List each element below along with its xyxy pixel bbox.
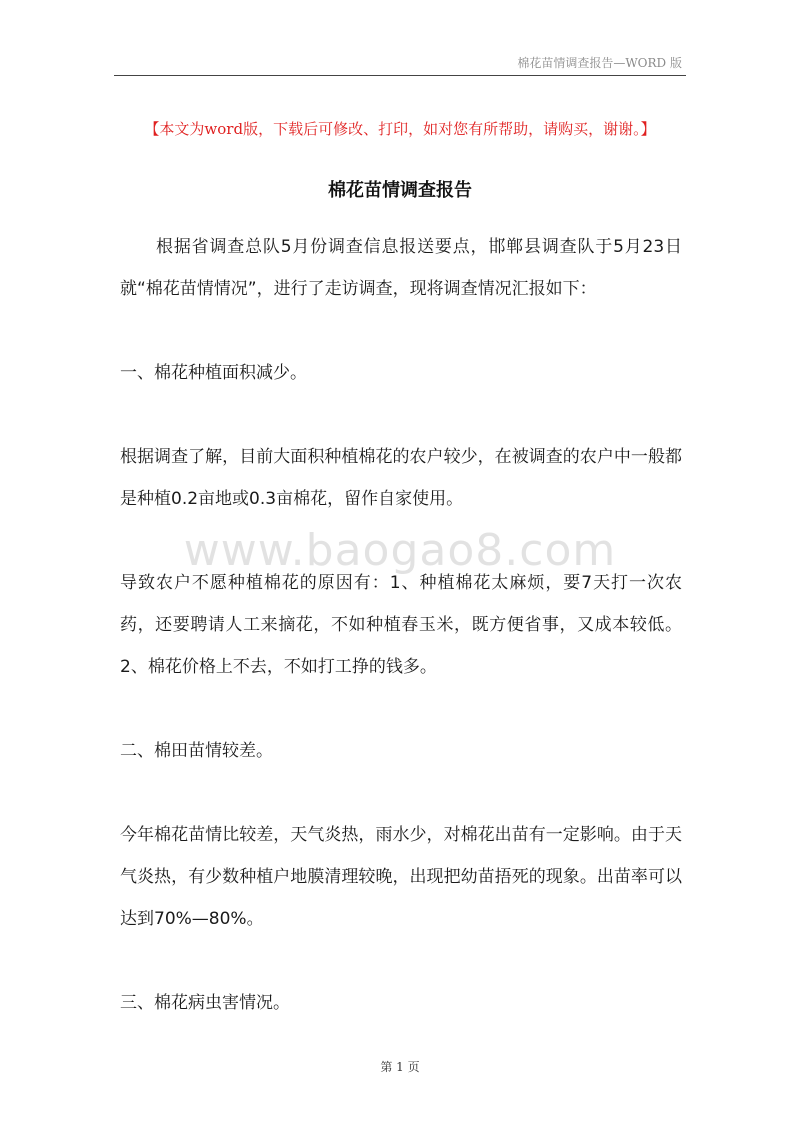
watermark: www.baogao8.com: [183, 525, 617, 576]
section-heading-3: 三、棉花病虫害情况。: [120, 993, 290, 1013]
section-heading-2: 二、棉田苗情较差。: [120, 741, 273, 761]
page-number: 第 1 页: [380, 1060, 420, 1074]
document-title: 棉花苗情调查报告: [328, 180, 472, 201]
page-header-title: 棉花苗情调查报告—WORD 版: [517, 56, 682, 70]
purchase-notice: 【本文为word版，下载后可修改、打印，如对您有所帮助，请购买，谢谢。】: [144, 120, 656, 138]
paragraph-3: 今年棉花苗情比较差，天气炎热，雨水少，对棉花出苗有一定影响。由于天气炎热，有少数种植户地膜清理较晚，出现把幼苗捂死的现象。出苗率可以达到70%—80%。: [120, 825, 682, 929]
section-heading-1: 一、棉花种植面积减少。: [120, 363, 307, 383]
intro-paragraph: 根据省调查总队5月份调查信息报送要点，邯郸县调查队于5月23日就“棉花苗情情况”，进行了走访调查，现将调查情况汇报如下：: [120, 237, 682, 299]
paragraph-2: 导致农户不愿种植棉花的原因有：1、种植棉花太麻烦，要7天打一次农药，还要聘请人工来摘花，不如种植春玉米，既方便省事，又成本较低。2、棉花价格上不去，不如打工挣的钱多。: [120, 573, 682, 677]
header-divider: [114, 75, 686, 76]
paragraph-1: 根据调查了解，目前大面积种植棉花的农户较少，在被调查的农户中一般都是种植0.2亩地或0.3亩棉花，留作自家使用。: [120, 447, 682, 509]
